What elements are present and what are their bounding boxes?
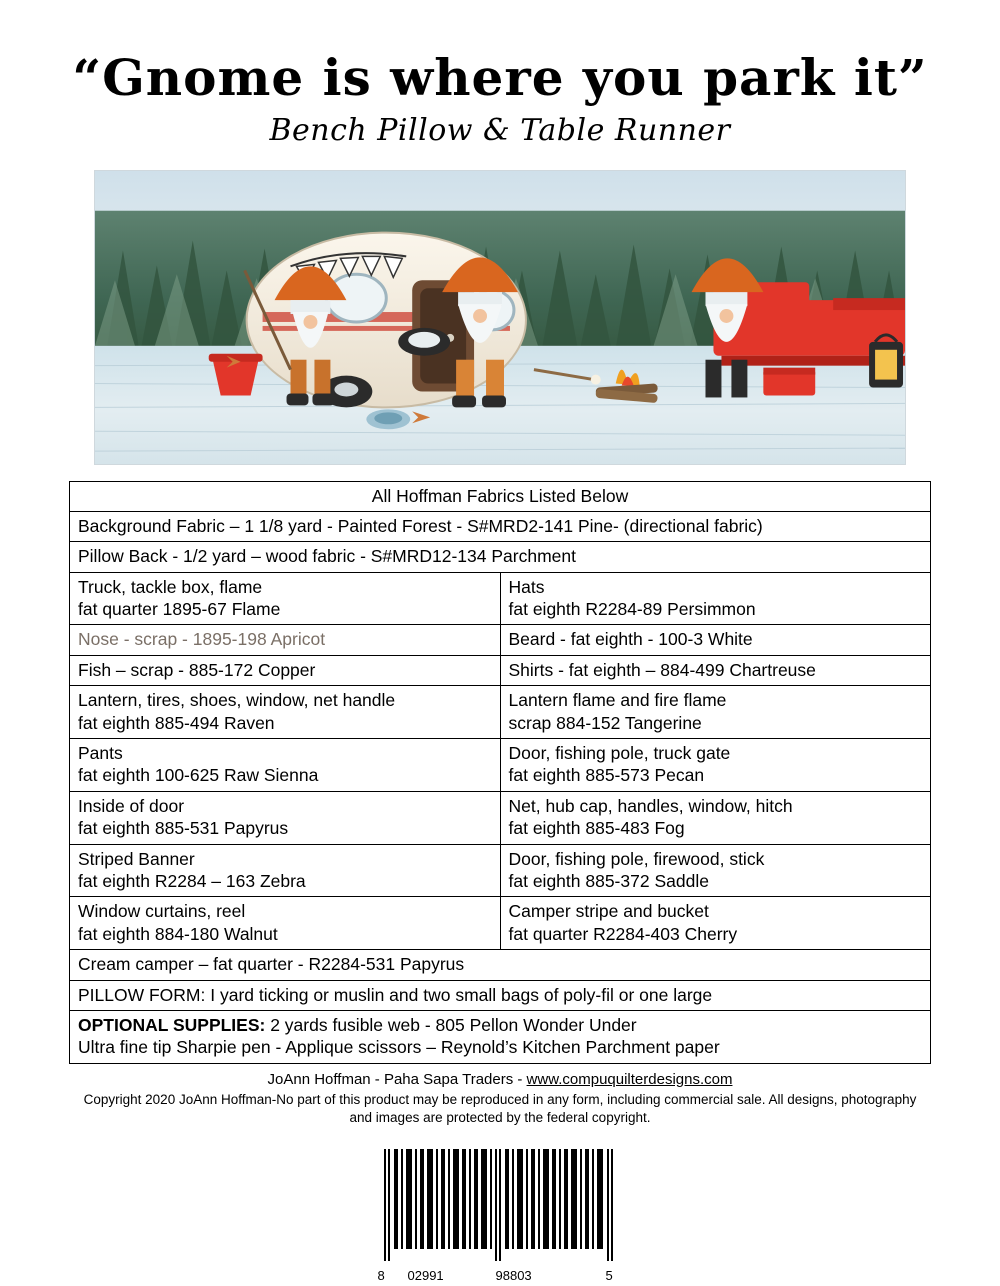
- pillow-form-cell: PILLOW FORM: I yard ticking or muslin and two small bags of poly-fil or one large: [70, 980, 931, 1010]
- fabric-cell-line: fat eighth 885-483 Fog: [508, 818, 685, 839]
- table-row: [70, 739, 931, 792]
- fabric-cell-line: Truck, tackle box, flame: [78, 576, 263, 597]
- page-subtitle: Bench Pillow & Table Runner: [269, 112, 731, 148]
- fabric-cell-line: fat eighth R2284 – 163 Zebra: [78, 870, 306, 891]
- fabric-cell-left: [70, 897, 501, 950]
- fabric-cell-line: Beard - fat eighth - 100-3 White: [508, 629, 753, 650]
- table-row: [70, 511, 931, 541]
- scene-svg: [95, 171, 905, 464]
- table-row: [70, 950, 931, 980]
- fabric-cell-line: Door, fishing pole, truck gate: [508, 743, 731, 764]
- table-row: [70, 791, 931, 844]
- fabric-cell-line: fat eighth 885-573 Pecan: [508, 765, 705, 786]
- optional-supplies-line1: [78, 1014, 922, 1036]
- fabric-requirements-table: [69, 481, 931, 1064]
- fabric-cell-left: [70, 572, 501, 625]
- fabric-cell-line: fat eighth 885-494 Raven: [78, 712, 275, 733]
- title-block: [0, 0, 1000, 148]
- table-row: [70, 897, 931, 950]
- table-row: [70, 625, 931, 655]
- fabric-cell-line: Striped Banner: [78, 848, 195, 869]
- fabric-cell-line: Inside of door: [78, 795, 185, 816]
- barcode-digit-group: 5: [605, 1268, 613, 1284]
- table-row: [70, 1010, 931, 1063]
- fabric-cell-line: Door, fishing pole, firewood, stick: [508, 848, 765, 869]
- barcode: [370, 1149, 630, 1286]
- gnome-camper-scene-illustration: [94, 170, 906, 465]
- fabric-cell-right: [500, 791, 931, 844]
- credit-line: [30, 1071, 970, 1088]
- fabric-cell-left: [70, 844, 501, 897]
- fabric-cell-line: Nose - scrap - 1895-198 Apricot: [78, 629, 326, 650]
- fabric-cell-line: Lantern, tires, shoes, window, net handle: [78, 690, 396, 711]
- fabric-cell-line: Net, hub cap, handles, window, hitch: [508, 795, 793, 816]
- barcode-digit-group: 98803: [495, 1268, 532, 1284]
- fabric-cell-right: [500, 686, 931, 739]
- tackle-box: [763, 367, 815, 395]
- fabric-cell-line: Shirts - fat eighth – 884-499 Chartreuse: [508, 659, 816, 680]
- fabric-cell-line: Lantern flame and fire flame: [508, 690, 727, 711]
- fabric-cell-line: Pants: [78, 743, 123, 764]
- background-fabric-cell: Background Fabric – 1 1/8 yard - Painted Forest - S#MRD2-141 Pine- (directional fabric): [70, 511, 931, 541]
- barcode-digits: [378, 1268, 623, 1286]
- fabric-cell-line: fat eighth 884-180 Walnut: [78, 923, 278, 944]
- fabric-cell-line: scrap 884-152 Tangerine: [508, 712, 702, 733]
- fabric-cell-right: [500, 655, 931, 685]
- fabric-cell-line: fat eighth R2284-89 Persimmon: [508, 599, 756, 620]
- fabric-cell-line: Hats: [508, 576, 545, 597]
- table-header-cell: All Hoffman Fabrics Listed Below: [70, 481, 931, 511]
- table-row: [70, 980, 931, 1010]
- table-row: [70, 655, 931, 685]
- table-row: [70, 686, 931, 739]
- fabric-cell-left: [70, 791, 501, 844]
- fabric-cell-right: [500, 897, 931, 950]
- fabric-cell-line: fat quarter R2284-403 Cherry: [508, 923, 738, 944]
- fabric-cell-right: [500, 625, 931, 655]
- table-row: [70, 844, 931, 897]
- fabric-cell-right: [500, 844, 931, 897]
- fabric-cell-line: fat eighth 885-372 Saddle: [508, 870, 709, 891]
- fabric-cell-line: fat eighth 885-531 Papyrus: [78, 818, 289, 839]
- website-link[interactable]: www.compuquilterdesigns.com: [526, 1070, 733, 1088]
- pillow-back-cell: Pillow Back - 1/2 yard – wood fabric - S#MRD12-134 Parchment: [70, 542, 931, 572]
- barcode-digit-group: 02991: [407, 1268, 444, 1284]
- optional-supplies-cell: [70, 1010, 931, 1063]
- barcode-bars: [378, 1149, 623, 1267]
- page-title: “Gnome is where you park it”: [72, 48, 928, 107]
- footer: [30, 1071, 970, 1127]
- optional-supplies-text: 2 yards fusible web - 805 Pellon Wonder Under: [265, 1014, 637, 1035]
- copyright-line-1: Copyright 2020 JoAnn Hoffman-No part of this product may be reproduced in any form, including commercial sale. All designs, photography: [83, 1091, 917, 1107]
- fabric-cell-left: [70, 625, 501, 655]
- fabric-cell-line: fat eighth 100-625 Raw Sienna: [78, 765, 319, 786]
- fabric-cell-left: [70, 686, 501, 739]
- fabric-cell-right: [500, 572, 931, 625]
- optional-supplies-label: OPTIONAL SUPPLIES:: [78, 1014, 266, 1035]
- table-row: [70, 542, 931, 572]
- fabric-cell-line: Window curtains, reel: [78, 901, 246, 922]
- fabric-cell-line: Fish – scrap - 885-172 Copper: [78, 659, 316, 680]
- optional-supplies-line2: Ultra fine tip Sharpie pen - Applique scissors – Reynold’s Kitchen Parchment paper: [78, 1037, 720, 1058]
- credit-text: JoAnn Hoffman - Paha Sapa Traders -: [267, 1070, 527, 1088]
- fabric-cell-left: [70, 655, 501, 685]
- barcode-digit-group: 8: [377, 1268, 385, 1284]
- cream-camper-cell: Cream camper – fat quarter - R2284-531 Papyrus: [70, 950, 931, 980]
- table-row-header: [70, 481, 931, 511]
- fabric-cell-line: Camper stripe and bucket: [508, 901, 709, 922]
- copyright-line-2: and images are protected by the federal copyright.: [349, 1109, 651, 1125]
- fabric-cell-line: fat quarter 1895-67 Flame: [78, 599, 281, 620]
- lantern: [869, 334, 903, 387]
- fabric-cell-right: [500, 739, 931, 792]
- table-row: [70, 572, 931, 625]
- fabric-cell-left: [70, 739, 501, 792]
